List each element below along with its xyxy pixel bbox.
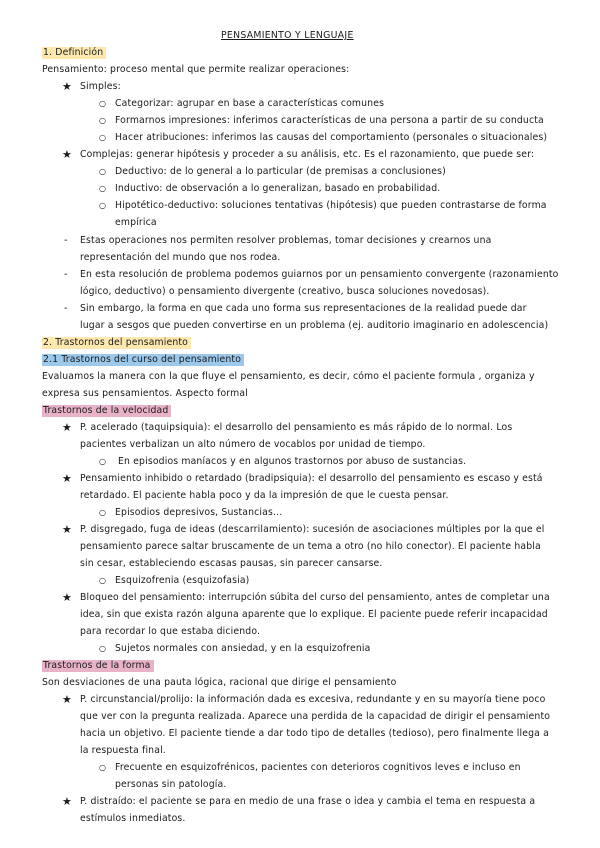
star-bullet-icon: ★ [62, 523, 72, 536]
circle-bullet-icon: ○ [99, 763, 106, 772]
dash-bullet-icon: - [64, 235, 68, 246]
circle-bullet-icon: ○ [99, 457, 106, 466]
heading-curso [42, 354, 244, 366]
text-line: que ver con la pregunta realizada. Aparece una perdida de la capacidad de dirigir el pensamiento [80, 711, 551, 722]
text-line: En esta resolución de problema podemos guiarnos por un pensamiento convergente (razonamiento [80, 269, 559, 280]
text-line: lugar a sesgos que pueden convertirse en un problema (ej. auditorio imaginario en adolescencia) [80, 320, 549, 331]
text-line: P. acelerado (taquipsiquia): el desarrollo del pensamiento es más rápido de lo normal. Los [80, 422, 513, 433]
star-bullet-icon: ★ [62, 80, 72, 93]
text-line: Bloqueo del pensamiento: interrupción súbita del curso del pensamiento, antes de completar una [80, 592, 550, 603]
circle-bullet-icon: ○ [99, 99, 106, 108]
star-bullet-icon: ★ [62, 693, 72, 706]
subsection-heading: 2.1 Trastornos del curso del pensamiento [42, 354, 244, 366]
circle-bullet-icon: ○ [99, 508, 106, 517]
text-line: empírica [115, 217, 157, 228]
text-line: P. distraído: el paciente se para en medio de una frase o idea y cambia el tema en respuesta a [80, 796, 536, 807]
section-heading: 2. Trastornos del pensamiento [42, 337, 191, 349]
text-line: representación del mundo que nos rodea. [80, 252, 281, 263]
heading-forma [42, 660, 154, 672]
section-heading: 1. Definición [42, 47, 106, 59]
text-line: Pensamiento inhibido o retardado (bradipsiquia): el desarrollo del pensamiento es escaso y está [80, 473, 543, 484]
heading-definicion [42, 47, 106, 59]
text-line: Pensamiento: proceso mental que permite realizar operaciones: [42, 64, 350, 75]
star-bullet-icon: ★ [62, 591, 72, 604]
heading-velocidad [42, 405, 171, 417]
dash-bullet-icon: - [64, 303, 68, 314]
text-line: Hacer atribuciones: inferimos las causas del comportamiento (personales o situacionales) [115, 132, 548, 143]
circle-bullet-icon: ○ [99, 184, 106, 193]
subsection-heading: Trastornos de la velocidad [42, 405, 171, 417]
text-line: Categorizar: agrupar en base a características comunes [115, 98, 385, 109]
text-line: Deductivo: de lo general a lo particular (de premisas a conclusiones) [115, 166, 446, 177]
text-line: pensamiento parece saltar bruscamente de un tema a otro (no hilo conector). El paciente habla [80, 541, 541, 552]
text-line: Evaluamos la manera con la que fluye el pensamiento, es decir, cómo el paciente formula , organiza y [42, 371, 535, 382]
page-title: PENSAMIENTO Y LENGUAJE [221, 30, 354, 41]
text-line: Complejas: generar hipótesis y proceder a su análisis, etc. Es el razonamiento, que puede ser: [80, 149, 535, 160]
text-line: En episodios maníacos y en algunos trastornos por abuso de sustancias. [118, 456, 467, 467]
text-line: Simples: [80, 81, 121, 92]
text-line: Frecuente en esquizofrénicos, pacientes con deterioros cognitivos leves e incluso en [115, 762, 521, 773]
text-line: Episodios depresivos, Sustancias... [115, 507, 283, 518]
text-line: personas sin patología. [115, 779, 227, 790]
circle-bullet-icon: ○ [99, 133, 106, 142]
text-line: Hipotético-deductivo: soluciones tentativas (hipótesis) que pueden contrastarse de forma [115, 200, 547, 211]
circle-bullet-icon: ○ [99, 167, 106, 176]
star-bullet-icon: ★ [62, 795, 72, 808]
text-line: P. disgregado, fuga de ideas (descarrilamiento): sucesión de asociaciones múltiples por la que el [80, 524, 545, 535]
circle-bullet-icon: ○ [99, 116, 106, 125]
text-line: Sujetos normales con ansiedad, y en la esquizofrenia [115, 643, 371, 654]
star-bullet-icon: ★ [62, 421, 72, 434]
text-line: hacia un objetivo. El paciente tiende a dar todo tipo de detalles (tedioso), pero finalmente llega a [80, 728, 549, 739]
text-line: sin cesar, estableciendo escasas pausas, sin parecer cansarse. [80, 558, 383, 569]
star-bullet-icon: ★ [62, 148, 72, 161]
text-line: lógico, deductivo) o pensamiento divergente (creativo, busca soluciones novedosas). [80, 286, 490, 297]
text-line: P. circunstancial/prolijo: la información dada es excesiva, redundante y en su mayoría tiene poco [80, 694, 546, 705]
text-line: Son desviaciones de una pauta lógica, racional que dirige el pensamiento [42, 677, 397, 688]
text-line: Estas operaciones nos permiten resolver problemas, tomar decisiones y crearnos una [80, 235, 492, 246]
text-line: expresa sus pensamientos. Aspecto formal [42, 388, 248, 399]
circle-bullet-icon: ○ [99, 576, 106, 585]
text-line: idea, sin que exista razón alguna aparente que lo explique. El paciente puede referir incapacidad [80, 609, 548, 620]
text-line: para recordar lo que estaba diciendo. [80, 626, 261, 637]
text-line: pacientes verbalizan un alto número de vocablos por unidad de tiempo. [80, 439, 426, 450]
subsection-heading: Trastornos de la forma [42, 660, 154, 672]
text-line: Esquizofrenia (esquizofasia) [115, 575, 250, 586]
circle-bullet-icon: ○ [99, 644, 106, 653]
text-line: Inductivo: de observación a lo generalizan, basado en probabilidad. [115, 183, 441, 194]
star-bullet-icon: ★ [62, 472, 72, 485]
heading-trastornos [42, 337, 191, 349]
dash-bullet-icon: - [64, 269, 68, 280]
text-line: retardado. El paciente habla poco y da la impresión de que le cuesta pensar. [80, 490, 449, 501]
circle-bullet-icon: ○ [99, 201, 106, 210]
text-line: Formarnos impresiones: inferimos características de una persona a partir de su conducta [115, 115, 544, 126]
text-line: estímulos inmediatos. [80, 813, 186, 824]
text-line: Sin embargo, la forma en que cada uno forma sus representaciones de la realidad puede dar [80, 303, 527, 314]
text-line: la respuesta final. [80, 745, 166, 756]
